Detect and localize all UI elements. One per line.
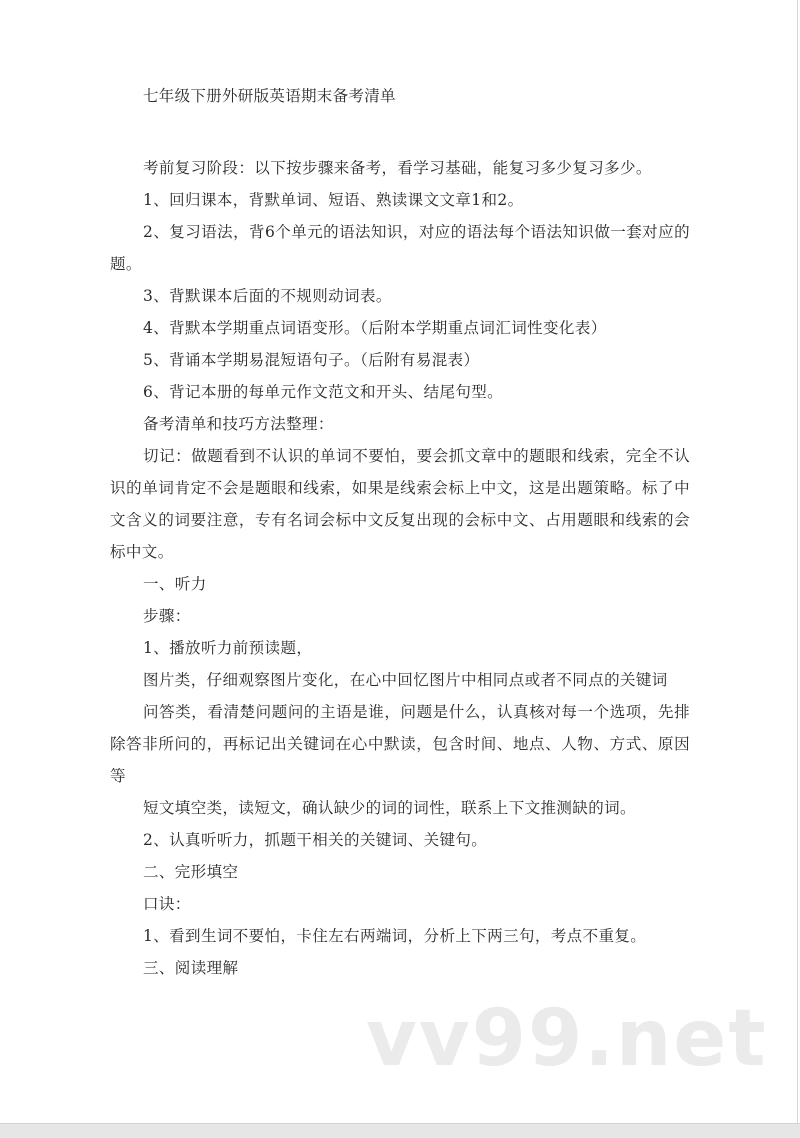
paragraph-step-4: 4、背默本学期重点词语变形。（后附本学期重点词汇词性变化表）	[143, 319, 607, 337]
paragraph-reminder: 切记：做题看到不认识的单词不要怕，要会抓文章中的题眼和线索，完全不认识的单词肯定不会是题眼和线索，如果是线索会标上中文，这是出题策略。标了中文含义的词要注意，专有名词会标中文反复出现的会标中文、占用题眼和线索的会标中文。	[110, 447, 690, 561]
paragraph-picture-type: 图片类，仔细观察图片变化，在心中回忆图片中相同点或者不同点的关键词	[143, 671, 668, 689]
paragraph-step-6: 6、背记本册的每单元作文范文和开头、结尾句型。	[143, 383, 504, 401]
document-body	[110, 82, 690, 984]
section-heading-reading: 三、阅读理解	[143, 959, 239, 977]
title-spacer	[110, 110, 690, 152]
paragraph-step-2: 2、复习语法，背6个单元的语法知识，对应的语法每个语法知识做一套对应的题。	[110, 223, 690, 273]
paragraph-fill-blank-type: 短文填空类，读短文，确认缺少的词的词性，联系上下文推测缺的词。	[143, 799, 636, 817]
paragraph-step-3: 3、背默课本后面的不规则动词表。	[143, 287, 392, 305]
subheading-steps: 步骤：	[143, 607, 191, 625]
page-bottom-edge	[0, 1123, 800, 1138]
section-heading-checklist: 备考清单和技巧方法整理：	[143, 415, 334, 433]
document-title: 七年级下册外研版英语期末备考清单	[143, 87, 396, 105]
paragraph-listening-step-2: 2、认真听听力，抓题干相关的关键词、关键句。	[143, 831, 488, 849]
paragraph-listening-step-1: 1、播放听力前预读题，	[143, 639, 313, 657]
section-heading-cloze: 二、完形填空	[143, 863, 239, 881]
paragraph-intro: 考前复习阶段：以下按步骤来备考，看学习基础，能复习多少复习多少。	[143, 159, 652, 177]
paragraph-step-1: 1、回归课本，背默单词、短语、熟读课文文章1和2。	[143, 191, 524, 209]
paragraph-qa-type: 问答类，看清楚问题问的主语是谁，问题是什么，认真核对每一个选项，先排除答非所问的，再标记出关键词在心中默读，包含时间、地点、人物、方式、原因等	[110, 703, 690, 785]
section-heading-listening: 一、听力	[143, 575, 207, 593]
paragraph-step-5: 5、背诵本学期易混短语句子。（后附有易混表）	[143, 351, 480, 369]
watermark: vv99.net	[366, 994, 768, 1084]
paragraph-cloze-tip-1: 1、看到生词不要怕，卡住左右两端词，分析上下两三句，考点不重复。	[143, 927, 647, 945]
subheading-mnemonic: 口诀：	[143, 895, 191, 913]
